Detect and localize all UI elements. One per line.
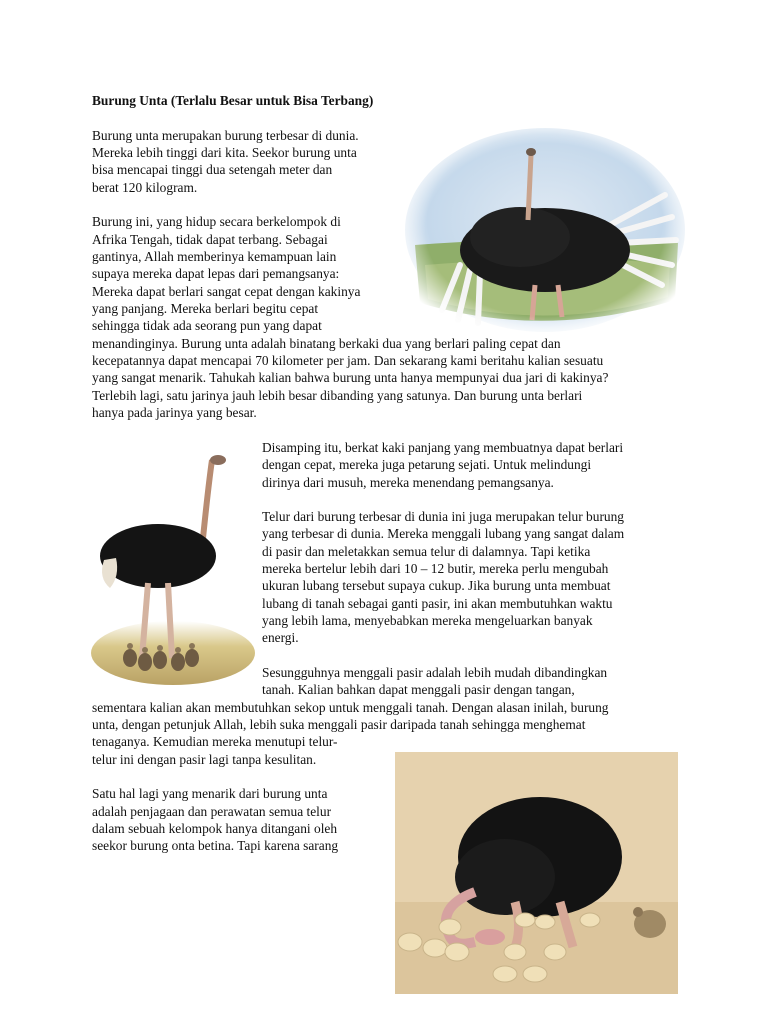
ostrich-with-chicks-photo: [90, 448, 256, 688]
paragraph-2-line: yang sangat menarik. Tahukah kalian bahwa burung unta hanya mempunyai dua jari di kakinya?: [92, 370, 609, 385]
paragraph-2-line: supaya mereka dapat lepas dari pemangsanya:: [92, 266, 340, 281]
ostrich-eggs-photo: [395, 752, 678, 994]
paragraph-6-line: dalam sebuah kelompok hanya ditangani oleh: [92, 821, 338, 836]
paragraph-5-line: tanah. Kalian bahkan dapat menggali pasir dengan tangan,: [262, 682, 575, 697]
paragraph-5-line: Sesungguhnya menggali pasir adalah lebih mudah dibandingkan: [262, 665, 608, 680]
paragraph-1-line: bisa mencapai tinggi dua setengah meter dan: [92, 162, 333, 177]
paragraph-3-line: dengan cepat, mereka juga petarung sejati. Untuk melindungi: [262, 457, 592, 472]
paragraph-3-line: Disamping itu, berkat kaki panjang yang membuatnya dapat berlari: [262, 440, 624, 455]
paragraph-4-line: energi.: [262, 630, 299, 645]
paragraph-6-line: Satu hal lagi yang menarik dari burung unta: [92, 786, 328, 801]
paragraph-2-line: Terlebih lagi, satu jarinya jauh lebih besar dibanding yang satunya. Dan burung unta berlari: [92, 388, 583, 403]
paragraph-6-line: adalah penjagaan dan perawatan semua telur: [92, 804, 332, 819]
paragraph-4-line: lubang di tanah sebagai ganti pasir, ini akan membutuhkan waktu: [262, 596, 613, 611]
paragraph-1-line: berat 120 kilogram.: [92, 180, 198, 195]
paragraph-4-line: yang lebih lama, menyebabkan mereka mengeluarkan banyak: [262, 613, 593, 628]
paragraph-2-line: gantinya, Allah memberinya kemampuan lain: [92, 249, 337, 264]
paragraph-4-line: ukuran lubang tersebut supaya cukup. Jika burung unta membuat: [262, 578, 611, 593]
ostrich-display-photo: [400, 125, 690, 335]
paragraph-4-line: Telur dari burung terbesar di dunia ini juga merupakan telur burung: [262, 509, 624, 524]
paragraph-5-line: unta, dengan petunjuk Allah, lebih suka menggali pasir daripada tanah sehingga menghemat: [92, 717, 586, 732]
paragraph-2-line: Afrika Tengah, tidak dapat terbang. Sebagai: [92, 232, 328, 247]
paragraph-2-line: menandinginya. Burung unta adalah binatang berkaki dua yang berlari paling cepat dan: [92, 336, 561, 351]
paragraph-4-line: di pasir dan meletakkan semua telur di dalamnya. Tapi ketika: [262, 544, 591, 559]
paragraph-5-line: sementara kalian akan membutuhkan sekop untuk menggali tanah. Dengan alasan inilah, burung: [92, 700, 609, 715]
paragraph-2-line: hanya pada jarinya yang besar.: [92, 405, 257, 420]
paragraph-2-line: Mereka dapat berlari sangat cepat dengan kakinya: [92, 284, 361, 299]
paragraph-5-line: telur ini dengan pasir lagi tanpa kesulitan.: [92, 752, 317, 767]
paragraph-1-line: Burung unta merupakan burung terbesar di dunia.: [92, 128, 359, 143]
paragraph-2-line: sehingga tidak ada seorang pun yang dapat: [92, 318, 322, 333]
paragraph-2-line: Burung ini, yang hidup secara berkelompok di: [92, 214, 341, 229]
paragraph-2-line: kecepatannya dapat mencapai 70 kilometer per jam. Dan sekarang kami beritahu kalian sesuatu: [92, 353, 604, 368]
paragraph-5-line: tenaganya. Kemudian mereka menutupi telur-: [92, 734, 338, 749]
paragraph-2-line: yang panjang. Mereka berlari begitu cepat: [92, 301, 319, 316]
paragraph-1-line: Mereka lebih tinggi dari kita. Seekor burung unta: [92, 145, 357, 160]
document-title: Burung Unta (Terlalu Besar untuk Bisa Terbang): [92, 93, 374, 108]
paragraph-4-line: mereka bertelur lebih dari 10 – 12 butir, mereka perlu mengubah: [262, 561, 609, 576]
paragraph-3-line: dirinya dari musuh, mereka menendang pemangsanya.: [262, 475, 554, 490]
paragraph-6-line: seekor burung onta betina. Tapi karena sarang: [92, 838, 339, 853]
paragraph-4-line: yang terbesar di dunia. Mereka menggali lubang yang sangat dalam: [262, 526, 625, 541]
